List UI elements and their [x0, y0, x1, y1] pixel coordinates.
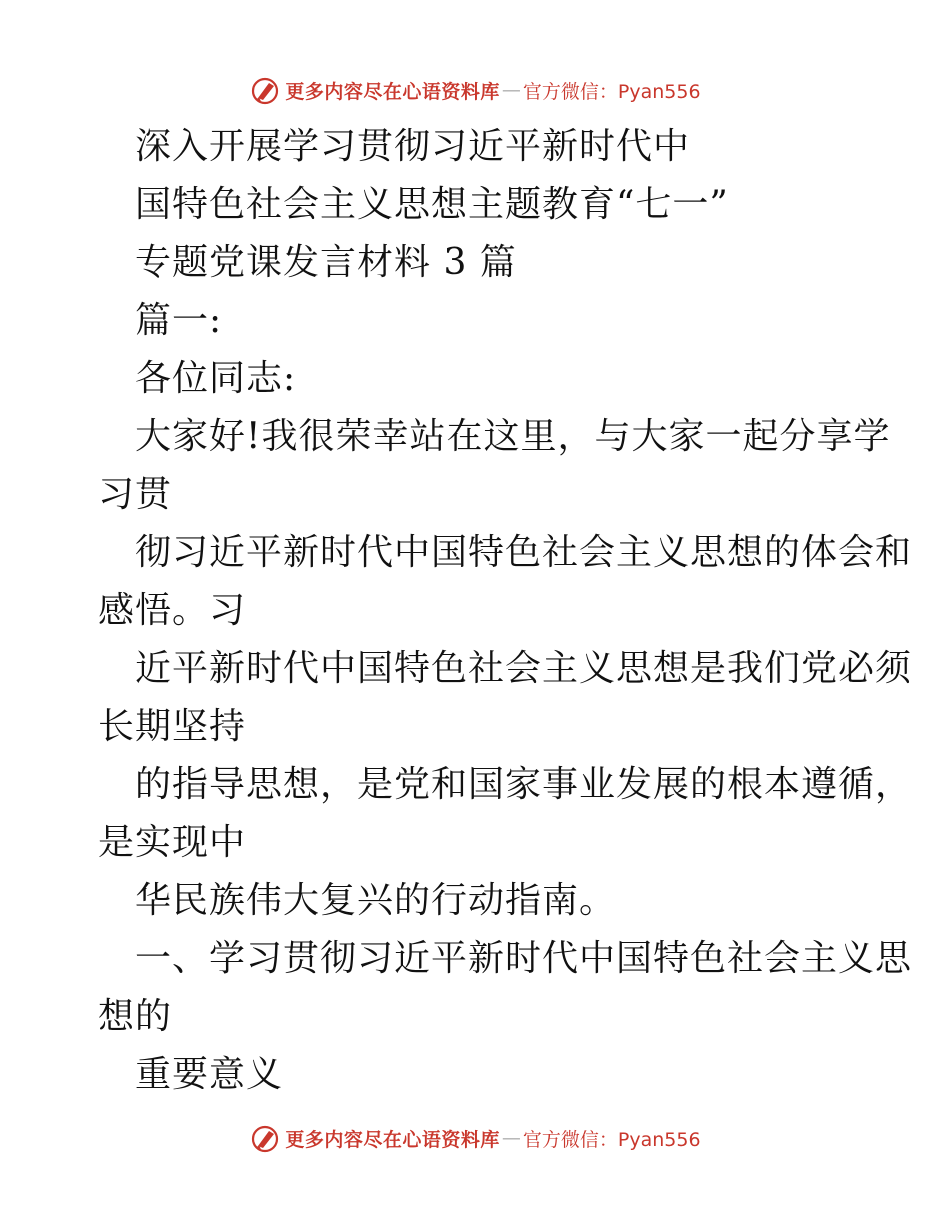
doc-line: 专题党课发言材料 3 篇 — [135, 242, 517, 283]
doc-line: 长期坚持 — [98, 706, 247, 747]
watermark-separator: — — [501, 79, 521, 101]
doc-line: 重要意义 — [135, 1054, 284, 1095]
watermark-brand: 更多内容尽在心语资料库 — [285, 1128, 500, 1151]
watermark-header — [0, 70, 950, 110]
doc-line: 大家好!我很荣幸站在这里，与大家一起分享学 — [135, 416, 891, 457]
watermark-contact: 官方微信：Pyan556 — [522, 1128, 701, 1151]
doc-line: 国特色社会主义思想主题教育“七一” — [135, 184, 729, 225]
watermark-separator: — — [501, 1127, 521, 1149]
pen-logo-icon — [249, 74, 281, 106]
doc-line: 深入开展学习贯彻习近平新时代中 — [135, 126, 691, 167]
doc-line: 感悟。习 — [98, 590, 247, 631]
doc-line: 的指导思想，是党和国家事业发展的根本遵循， — [135, 764, 913, 805]
pen-logo-icon — [249, 1122, 281, 1154]
watermark-brand: 更多内容尽在心语资料库 — [285, 80, 500, 103]
doc-line: 习贯 — [98, 474, 173, 515]
doc-line: 篇一: — [135, 300, 223, 341]
document-body — [98, 118, 913, 1104]
doc-line: 华民族伟大复兴的行动指南。 — [135, 880, 617, 921]
watermark-contact: 官方微信：Pyan556 — [522, 80, 701, 103]
doc-line: 各位同志: — [135, 358, 297, 399]
watermark-footer — [0, 1118, 950, 1158]
doc-line: 近平新时代中国特色社会主义思想是我们党必须 — [135, 648, 913, 689]
doc-line: 彻习近平新时代中国特色社会主义思想的体会和 — [135, 532, 913, 573]
doc-line: 一、学习贯彻习近平新时代中国特色社会主义思 — [135, 938, 913, 979]
doc-line: 想的 — [98, 996, 173, 1037]
doc-line: 是实现中 — [98, 822, 247, 863]
